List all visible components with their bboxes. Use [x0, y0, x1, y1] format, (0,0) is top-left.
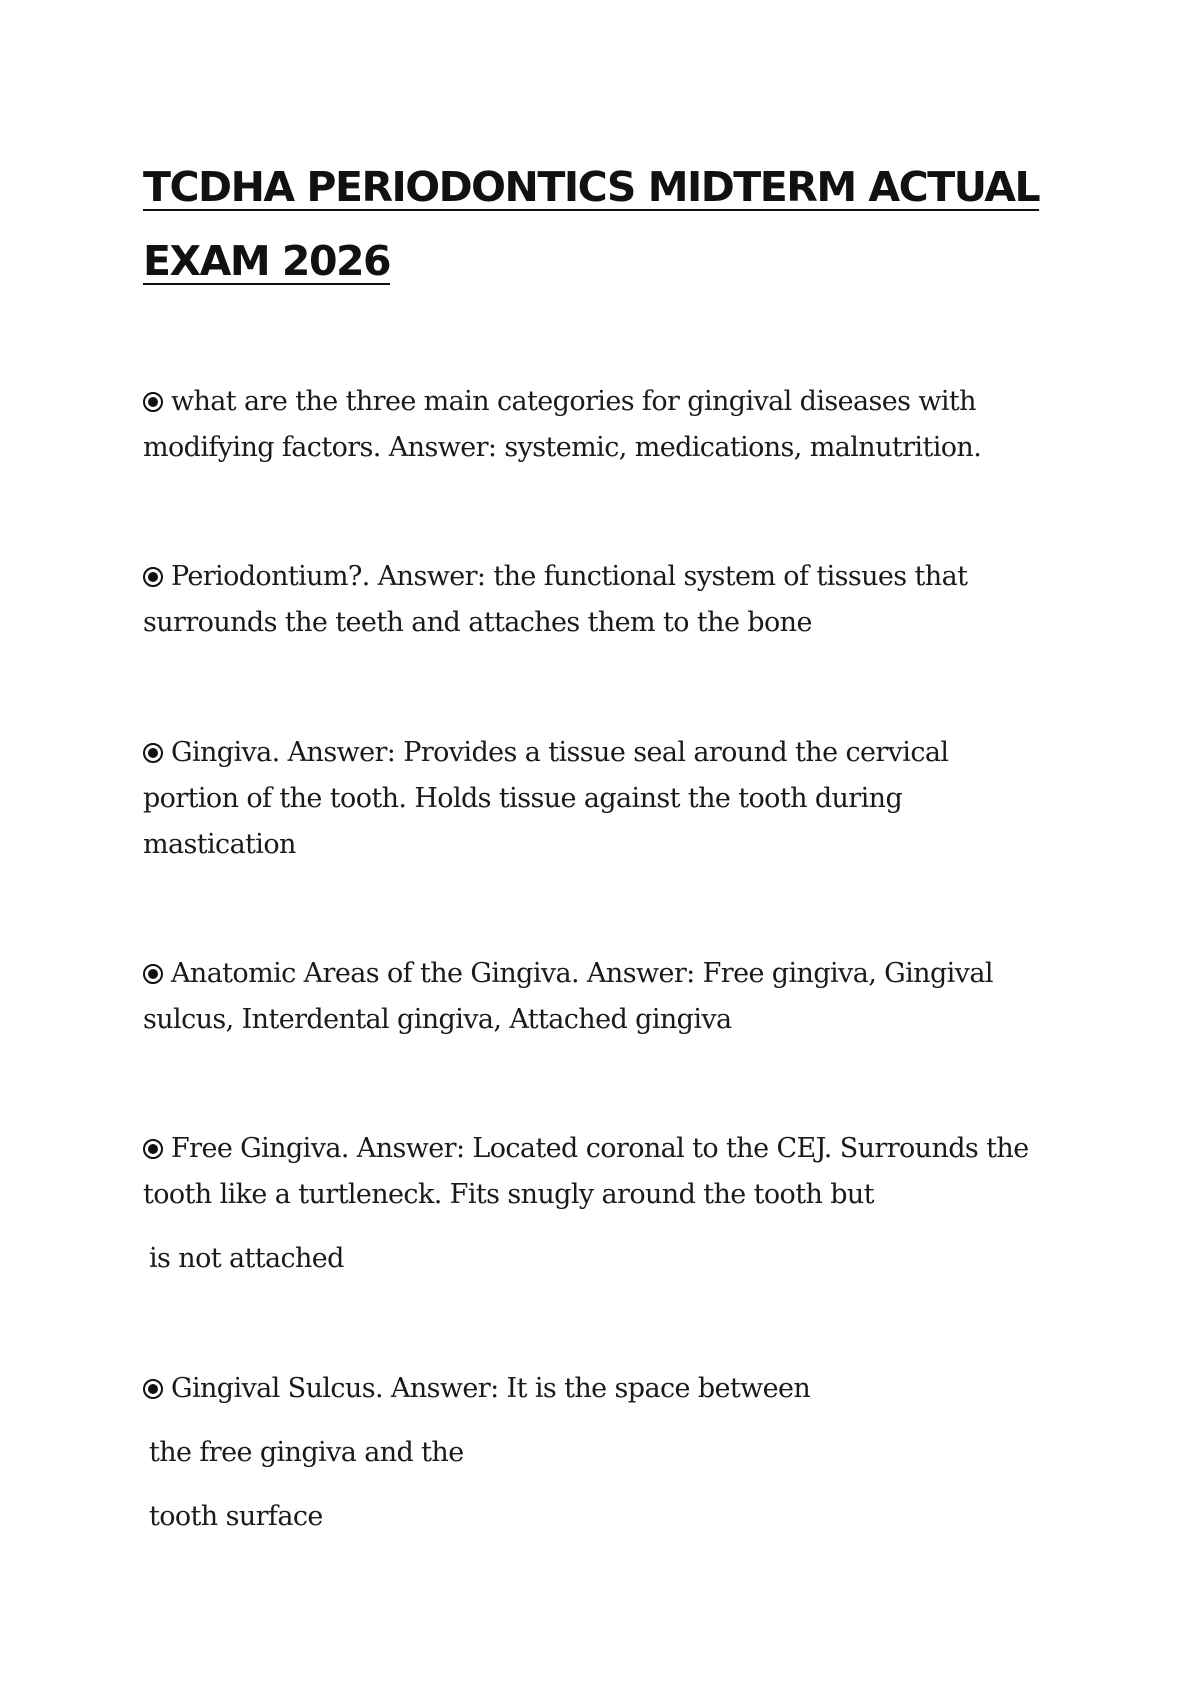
question-gingival-disease-categories: [143, 379, 1083, 471]
question-free-gingiva: [143, 1126, 1083, 1282]
question-text-line: tooth surface: [149, 1501, 323, 1532]
question-text-line: modifying factors. Answer: systemic, medications, malnutrition.: [143, 432, 982, 463]
page-title: [143, 150, 1043, 298]
question-gingiva: [143, 730, 1083, 868]
radio-bullet-icon: [143, 1379, 163, 1399]
question-text-line: what are the three main categories for gingival diseases with: [171, 386, 976, 417]
question-periodontium: [143, 554, 1083, 646]
question-text-line: sulcus, Interdental gingiva, Attached gingiva: [143, 1004, 732, 1035]
title-line-1: TCDHA PERIODONTICS MIDTERM ACTUAL: [143, 163, 1040, 211]
title-line-2: EXAM 2026: [143, 237, 391, 285]
question-text-line: the free gingiva and the: [149, 1437, 464, 1468]
question-text-line: surrounds the teeth and attaches them to the bone: [143, 607, 812, 638]
radio-bullet-icon: [143, 567, 163, 587]
question-text-line: Gingival Sulcus. Answer: It is the space between: [171, 1373, 811, 1404]
question-text-line: Free Gingiva. Answer: Located coronal to the CEJ. Surrounds the: [171, 1133, 1029, 1164]
question-anatomic-areas: [143, 951, 1083, 1043]
question-text-line: tooth like a turtleneck. Fits snugly around the tooth but: [143, 1179, 874, 1210]
radio-bullet-icon: [143, 392, 163, 412]
radio-bullet-icon: [143, 964, 163, 984]
question-text-line: mastication: [143, 829, 296, 860]
question-text-line: portion of the tooth. Holds tissue against the tooth during: [143, 783, 903, 814]
radio-bullet-icon: [143, 743, 163, 763]
question-text-line: Anatomic Areas of the Gingiva. Answer: Free gingiva, Gingival: [171, 958, 993, 989]
radio-bullet-icon: [143, 1139, 163, 1159]
question-text-line: is not attached: [149, 1243, 344, 1274]
question-gingival-sulcus: [143, 1366, 1083, 1540]
question-text-line: Gingiva. Answer: Provides a tissue seal around the cervical: [171, 737, 949, 768]
question-text-line: Periodontium?. Answer: the functional system of tissues that: [171, 561, 968, 592]
